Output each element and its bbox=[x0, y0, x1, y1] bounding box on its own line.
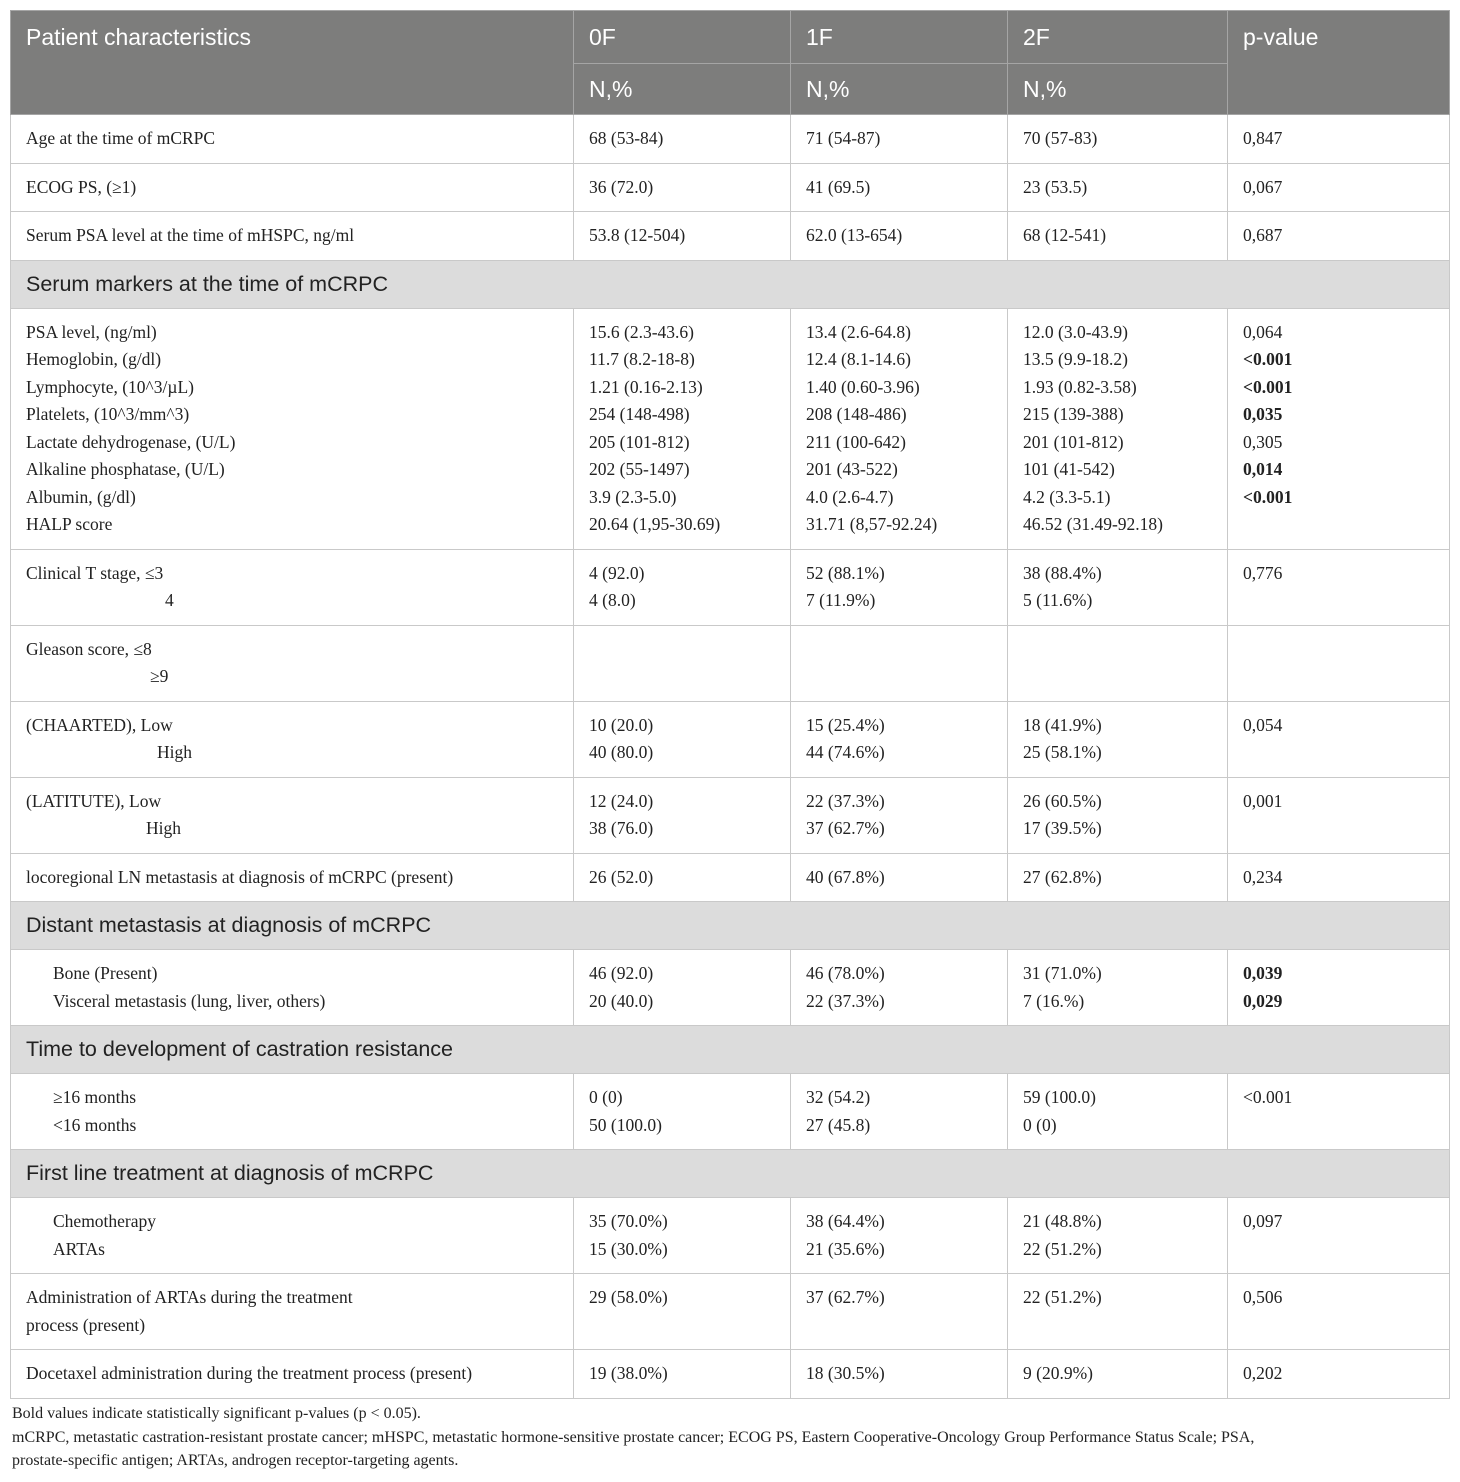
header-1f: 1F bbox=[791, 11, 1008, 64]
value: 31 (71.0%) bbox=[1023, 963, 1102, 983]
cell-pvalue-significant: 0,035 bbox=[1243, 404, 1283, 424]
section-row-firstline bbox=[11, 1150, 1450, 1198]
subheader-2f: N,% bbox=[1008, 64, 1228, 115]
value: 22 (51.2%) bbox=[1023, 1238, 1102, 1259]
value: 44 (74.6%) bbox=[806, 742, 885, 762]
cell-1f bbox=[791, 950, 1008, 1026]
footnote-abbreviations-cont: prostate-specific antigen; ARTAs, androgen receptor-targeting agents. bbox=[12, 1452, 459, 1469]
value: 12 (24.0) bbox=[589, 790, 654, 811]
serum-label: Lymphocyte, (10^3/µL) bbox=[26, 376, 194, 397]
cell-1f: 18 (30.5%) bbox=[791, 1350, 1008, 1399]
cell-2f: 70 (57-83) bbox=[1008, 115, 1228, 164]
cell-2f bbox=[1008, 625, 1228, 701]
section-title-time: Time to development of castration resistance bbox=[11, 1026, 1450, 1074]
cell-2f: 9 (20.9%) bbox=[1008, 1350, 1228, 1399]
row-label bbox=[11, 1274, 574, 1350]
cell-0f bbox=[574, 549, 791, 625]
table-row-ecog bbox=[11, 163, 1450, 212]
tstage-label: Clinical T stage, ≤3 bbox=[26, 562, 164, 583]
footnote-abbreviations: mCRPC, metastatic castration-resistant prostate cancer; mHSPC, metastatic hormone-sensitive prostate cancer; ECOG PS, Eastern Cooperative-Oncology Group Performance Status Scale; PSA, bbox=[12, 1428, 1255, 1446]
table-row-ln bbox=[11, 853, 1450, 902]
cell-pvalue: 0,067 bbox=[1228, 163, 1450, 212]
cell-pvalue bbox=[1243, 511, 1449, 539]
table-row-psa-mhspc bbox=[11, 212, 1450, 261]
cell-pvalue: 0,687 bbox=[1228, 212, 1450, 261]
serum-labels bbox=[11, 308, 574, 549]
table-row-chaarted bbox=[11, 701, 1450, 777]
gleason-label: Gleason score, ≤8 bbox=[26, 638, 152, 659]
header-characteristics: Patient characteristics bbox=[11, 11, 574, 115]
subheader-0f: N,% bbox=[574, 64, 791, 115]
cell-0f: 3.9 (2.3-5.0) bbox=[589, 486, 677, 507]
cell-2f: 23 (53.5) bbox=[1008, 163, 1228, 212]
cell-pvalue: 0,506 bbox=[1228, 1274, 1450, 1350]
characteristics-table bbox=[10, 10, 1450, 1399]
section-title-serum: Serum markers at the time of mCRPC bbox=[11, 260, 1450, 308]
value: 37 (62.7%) bbox=[806, 818, 885, 838]
row-label bbox=[11, 549, 574, 625]
table-row-distant bbox=[11, 950, 1450, 1026]
value: 4 (92.0) bbox=[589, 562, 645, 583]
cell-2f: 22 (51.2%) bbox=[1008, 1274, 1228, 1350]
table-row-docetaxel bbox=[11, 1350, 1450, 1399]
distant-label: Visceral metastasis (lung, liver, others) bbox=[53, 990, 326, 1011]
cell-0f: 26 (52.0) bbox=[574, 853, 791, 902]
value: 22 (37.3%) bbox=[806, 990, 885, 1011]
cell-pvalue-significant: 0,014 bbox=[1243, 459, 1283, 479]
value: 38 (64.4%) bbox=[806, 1211, 885, 1231]
cell-pvalue: 0,305 bbox=[1243, 431, 1283, 452]
table-row-age bbox=[11, 115, 1450, 164]
row-label: Serum PSA level at the time of mHSPC, ng/ml bbox=[11, 212, 574, 261]
cell-1f: 4.0 (2.6-4.7) bbox=[806, 486, 894, 507]
time-label: <16 months bbox=[53, 1114, 137, 1135]
value: 21 (48.8%) bbox=[1023, 1211, 1102, 1231]
serum-label: Platelets, (10^3/mm^3) bbox=[26, 404, 190, 424]
cell-0f: 20.64 (1,95-30.69) bbox=[589, 514, 721, 534]
cell-2f bbox=[1008, 1198, 1228, 1274]
cell-pvalue-significant: 0,001 bbox=[1228, 777, 1450, 853]
value: 38 (88.4%) bbox=[1023, 562, 1102, 583]
value: 38 (76.0) bbox=[589, 818, 654, 838]
cell-2f: 1.93 (0.82-3.58) bbox=[1023, 376, 1137, 397]
cell-2f bbox=[1008, 549, 1228, 625]
cell-2f: 101 (41-542) bbox=[1023, 459, 1115, 479]
cell-0f: 202 (55-1497) bbox=[589, 459, 690, 479]
cell-0f bbox=[574, 625, 791, 701]
cell-pvalue: 0,202 bbox=[1228, 1350, 1450, 1399]
footnote-bold: Bold values indicate statistically significant p-values (p < 0.05). bbox=[12, 1405, 421, 1422]
cell-1f: 71 (54-87) bbox=[791, 115, 1008, 164]
cell-0f: 254 (148-498) bbox=[589, 404, 690, 424]
header-0f: 0F bbox=[574, 11, 791, 64]
cell-pvalue: 0,847 bbox=[1228, 115, 1450, 164]
cell-pvalue: 0,234 bbox=[1228, 853, 1450, 902]
cell-1f: 40 (67.8%) bbox=[791, 853, 1008, 902]
value: 15 (30.0%) bbox=[589, 1238, 668, 1259]
cell-1f: 201 (43-522) bbox=[806, 459, 898, 479]
value: 25 (58.1%) bbox=[1023, 742, 1102, 762]
cell-pvalue bbox=[1228, 625, 1450, 701]
cell-2f bbox=[1008, 950, 1228, 1026]
cell-2f bbox=[1008, 1074, 1228, 1150]
value: 46 (78.0%) bbox=[806, 963, 885, 983]
cell-2f: 27 (62.8%) bbox=[1008, 853, 1228, 902]
row-label bbox=[11, 625, 574, 701]
cell-1f: 211 (100-642) bbox=[806, 431, 906, 452]
value: 50 (100.0) bbox=[589, 1114, 662, 1135]
cell-1f bbox=[791, 777, 1008, 853]
header-pvalue: p-value bbox=[1228, 11, 1450, 115]
cell-0f: 29 (58.0%) bbox=[574, 1274, 791, 1350]
cell-2f: 4.2 (3.3-5.1) bbox=[1023, 486, 1111, 507]
value: 20 (40.0) bbox=[589, 990, 654, 1011]
cell-1f: 13.4 (2.6-64.8) bbox=[806, 321, 911, 342]
cell-0f bbox=[574, 1074, 791, 1150]
value: 27 (45.8) bbox=[806, 1114, 871, 1135]
value: 5 (11.6%) bbox=[1023, 590, 1093, 610]
value: 10 (20.0) bbox=[589, 714, 654, 735]
value: 0 (0) bbox=[589, 1087, 623, 1107]
cell-0f bbox=[574, 1198, 791, 1274]
serum-label: Lactate dehydrogenase, (U/L) bbox=[26, 431, 236, 452]
chaarted-label: (CHAARTED), Low bbox=[26, 714, 173, 735]
header-2f: 2F bbox=[1008, 11, 1228, 64]
cell-0f: 53.8 (12-504) bbox=[574, 212, 791, 261]
artas-label: process (present) bbox=[26, 1314, 146, 1335]
serum-label: Albumin, (g/dl) bbox=[26, 486, 136, 507]
table-row-firstline bbox=[11, 1198, 1450, 1274]
cell-0f bbox=[574, 701, 791, 777]
row-label bbox=[11, 1074, 574, 1150]
latitude-sub-label: High bbox=[146, 818, 181, 838]
cell-pvalue-significant: <0.001 bbox=[1243, 376, 1293, 397]
cell-pvalue: 0,776 bbox=[1228, 549, 1450, 625]
cell-2f: 12.0 (3.0-43.9) bbox=[1023, 321, 1128, 342]
firstline-label: Chemotherapy bbox=[53, 1211, 157, 1231]
value: 22 (37.3%) bbox=[806, 790, 885, 811]
cell-2f bbox=[1008, 777, 1228, 853]
cell-1f: 37 (62.7%) bbox=[791, 1274, 1008, 1350]
value: 0 (0) bbox=[1023, 1114, 1057, 1135]
value: 21 (35.6%) bbox=[806, 1238, 885, 1259]
cell-0f: 19 (38.0%) bbox=[574, 1350, 791, 1399]
cell-0f: 15.6 (2.3-43.6) bbox=[589, 321, 694, 342]
cell-1f: 41 (69.5) bbox=[791, 163, 1008, 212]
section-row-distant bbox=[11, 902, 1450, 950]
cell-1f bbox=[791, 701, 1008, 777]
cell-1f: 31.71 (8,57-92.24) bbox=[806, 514, 938, 534]
row-label: locoregional LN metastasis at diagnosis of mCRPC (present) bbox=[11, 853, 574, 902]
table-row-time bbox=[11, 1074, 1450, 1150]
table-row-gleason bbox=[11, 625, 1450, 701]
serum-1f bbox=[791, 308, 1008, 549]
section-row-serum bbox=[11, 260, 1450, 308]
serum-label: Hemoglobin, (g/dl) bbox=[26, 349, 162, 369]
cell-1f: 62.0 (13-654) bbox=[791, 212, 1008, 261]
value: 7 (16.%) bbox=[1023, 990, 1085, 1011]
cell-0f: 11.7 (8.2-18-8) bbox=[589, 349, 695, 369]
cell-2f: 68 (12-541) bbox=[1008, 212, 1228, 261]
row-label bbox=[11, 701, 574, 777]
row-label: ECOG PS, (≥1) bbox=[11, 163, 574, 212]
cell-0f: 1.21 (0.16-2.13) bbox=[589, 376, 703, 397]
cell-2f: 46.52 (31.49-92.18) bbox=[1023, 514, 1163, 534]
row-label bbox=[11, 950, 574, 1026]
cell-2f: 13.5 (9.9-18.2) bbox=[1023, 349, 1128, 369]
cell-pvalue: 0,064 bbox=[1243, 321, 1283, 342]
gleason-sub-label: ≥9 bbox=[150, 666, 169, 686]
value: 7 (11.9%) bbox=[806, 590, 876, 610]
serum-label: Alkaline phosphatase, (U/L) bbox=[26, 459, 225, 479]
cell-pvalue-significant: 0,029 bbox=[1243, 990, 1283, 1011]
section-title-firstline: First line treatment at diagnosis of mCRPC bbox=[11, 1150, 1450, 1198]
cell-1f: 12.4 (8.1-14.6) bbox=[806, 349, 911, 369]
serum-pvalues bbox=[1228, 308, 1450, 549]
time-label: ≥16 months bbox=[53, 1087, 137, 1107]
table-footnotes bbox=[12, 1402, 1452, 1473]
cell-pvalue-significant: <0.001 bbox=[1243, 486, 1293, 507]
cell-pvalue-significant: 0,039 bbox=[1243, 963, 1283, 983]
value: 40 (80.0) bbox=[589, 742, 654, 762]
value: 18 (41.9%) bbox=[1023, 714, 1102, 735]
cell-1f: 208 (148-486) bbox=[806, 404, 907, 424]
tstage-sub-label: 4 bbox=[165, 590, 174, 610]
cell-1f bbox=[791, 1198, 1008, 1274]
cell-1f: 1.40 (0.60-3.96) bbox=[806, 376, 920, 397]
section-row-time bbox=[11, 1026, 1450, 1074]
row-label bbox=[11, 1198, 574, 1274]
table-row-serum-markers bbox=[11, 308, 1450, 549]
cell-pvalue-significant: <0.001 bbox=[1243, 349, 1293, 369]
cell-2f: 201 (101-812) bbox=[1023, 431, 1124, 452]
firstline-label: ARTAs bbox=[53, 1238, 105, 1259]
value: 17 (39.5%) bbox=[1023, 818, 1102, 838]
cell-pvalue-significant: <0.001 bbox=[1228, 1074, 1450, 1150]
table-row-latitude bbox=[11, 777, 1450, 853]
serum-0f bbox=[574, 308, 791, 549]
cell-1f bbox=[791, 625, 1008, 701]
value: 32 (54.2) bbox=[806, 1087, 871, 1107]
value: 4 (8.0) bbox=[589, 590, 636, 610]
distant-label: Bone (Present) bbox=[53, 963, 158, 983]
section-title-distant: Distant metastasis at diagnosis of mCRPC bbox=[11, 902, 1450, 950]
cell-pvalue bbox=[1228, 950, 1450, 1026]
cell-pvalue: 0,097 bbox=[1228, 1198, 1450, 1274]
serum-2f bbox=[1008, 308, 1228, 549]
latitude-label: (LATITUTE), Low bbox=[26, 790, 162, 811]
subheader-1f: N,% bbox=[791, 64, 1008, 115]
cell-2f bbox=[1008, 701, 1228, 777]
row-label: Docetaxel administration during the treatment process (present) bbox=[11, 1350, 574, 1399]
cell-0f bbox=[574, 777, 791, 853]
value: 52 (88.1%) bbox=[806, 562, 885, 583]
value: 26 (60.5%) bbox=[1023, 790, 1102, 811]
value: 59 (100.0) bbox=[1023, 1087, 1096, 1107]
cell-1f bbox=[791, 1074, 1008, 1150]
value: 46 (92.0) bbox=[589, 963, 654, 983]
chaarted-sub-label: High bbox=[157, 742, 192, 762]
cell-2f: 215 (139-388) bbox=[1023, 404, 1124, 424]
cell-0f: 205 (101-812) bbox=[589, 431, 690, 452]
serum-label: HALP score bbox=[26, 514, 113, 534]
serum-label: PSA level, (ng/ml) bbox=[26, 321, 157, 342]
value: 35 (70.0%) bbox=[589, 1211, 668, 1231]
cell-1f bbox=[791, 549, 1008, 625]
artas-label: Administration of ARTAs during the treatment bbox=[26, 1287, 353, 1307]
cell-0f: 36 (72.0) bbox=[574, 163, 791, 212]
table-row-artas bbox=[11, 1274, 1450, 1350]
row-label bbox=[11, 777, 574, 853]
cell-0f bbox=[574, 950, 791, 1026]
table-row-tstage bbox=[11, 549, 1450, 625]
value: 15 (25.4%) bbox=[806, 714, 885, 735]
row-label: Age at the time of mCRPC bbox=[11, 115, 574, 164]
cell-pvalue: 0,054 bbox=[1228, 701, 1450, 777]
cell-0f: 68 (53-84) bbox=[574, 115, 791, 164]
